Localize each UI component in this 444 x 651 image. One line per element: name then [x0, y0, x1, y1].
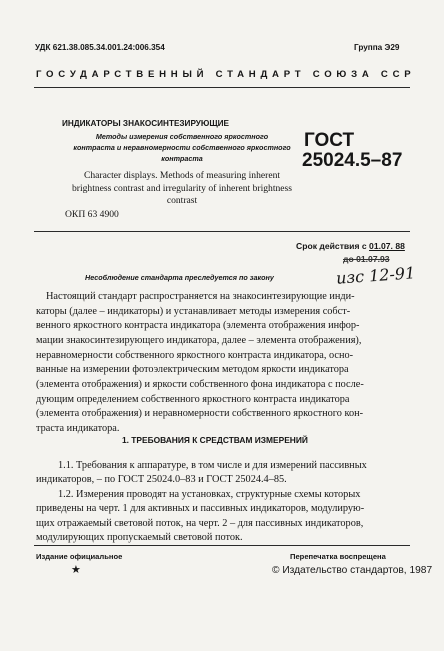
- group-code: Группа Э29: [354, 43, 400, 52]
- title-rule: [34, 231, 410, 232]
- clause-1-2: [36, 488, 408, 545]
- validity-date: 01.07. 88: [369, 241, 405, 251]
- title-en-line: Character displays. Methods of measuring inherent: [83, 170, 281, 181]
- clause-line: 1.1. Требования к аппаратуре, в том числе и для измерений пассивных: [58, 460, 367, 471]
- gost-label: ГОСТ: [304, 130, 355, 151]
- section-heading: 1. ТРЕБОВАНИЯ К СРЕДСТВАМ ИЗМЕРЕНИЙ: [122, 435, 308, 445]
- copyright: © Издательство стандартов, 1987: [272, 565, 433, 576]
- header-rule: [34, 87, 410, 88]
- intro-line: траста индикатора.: [36, 422, 120, 434]
- intro-line: неравномерности собственного яркостного контраста индикатора, осно-: [36, 349, 354, 361]
- okp-code: ОКП 63 4900: [65, 209, 119, 220]
- intro-line: (элемента отображения) и неравномерности собственного яркостного кон-: [36, 408, 364, 420]
- intro-line: венного яркостного контраста индикатора (элемента отображения инфор-: [36, 320, 360, 332]
- intro-line: каторы (далее – индикаторы) и устанавливает методы измерения собст-: [36, 305, 351, 317]
- gost-number: 25024.5–87: [302, 150, 403, 171]
- title-en-line: contrast: [166, 195, 198, 206]
- intro-paragraph: [36, 290, 408, 437]
- clause-line: приведены на черт. 1 для активных и пассивных индикаторов, модулирую-: [36, 503, 365, 515]
- reprint-prohibited: Перепечатка воспрещена: [290, 552, 386, 561]
- footer-rule: [34, 545, 410, 546]
- document-title-en: [62, 170, 302, 208]
- validity-end-struck: до 01.07.93: [343, 254, 390, 264]
- udk-code: УДК 621.38.085.34.001.24:006.354: [35, 43, 165, 52]
- document-subtitle: [62, 131, 302, 164]
- noncompliance-notice: Несоблюдение стандарта преследуется по закону: [85, 273, 274, 282]
- state-standard-banner: ГОСУДАРСТВЕННЫЙ СТАНДАРТ СОЮЗА ССР: [36, 69, 416, 80]
- intro-line: (элемента отображения) и яркости собственного фона индикатора с после-: [36, 378, 364, 390]
- intro-line: дующим определением собственного яркостного контраста индикатора: [36, 393, 350, 405]
- title-en-line: brightness contrast and irregularity of inherent brightness: [71, 182, 293, 194]
- clause-line: модулирующих пропускаемый световой поток.: [36, 531, 243, 543]
- official-edition: Издание официальное: [36, 552, 123, 561]
- intro-line: Настоящий стандарт распространяется на знакосинтезирующие инди-: [46, 291, 355, 302]
- subtitle-line: контраста: [161, 154, 203, 163]
- star-icon: ★: [71, 564, 81, 576]
- handwritten-note: изс 12-91: [335, 263, 416, 288]
- clause-line: индикаторов, – по ГОСТ 25024.0–83 и ГОСТ 25024.4–85.: [36, 474, 287, 486]
- document-title-ru: ИНДИКАТОРЫ ЗНАКОСИНТЕЗИРУЮЩИЕ: [62, 119, 230, 128]
- intro-line: мации знакосинтезирующего индикатора, далее – элемента отображения),: [36, 334, 362, 346]
- intro-line: ванные на измерении фотоэлектрическим методом яркости индикатора: [36, 364, 349, 376]
- subtitle-line: Методы измерения собственного яркостного: [95, 132, 269, 141]
- validity-start: [296, 241, 405, 251]
- clause-line: щих отражаемый световой поток, на черт. 2 – для пассивных индикаторов,: [36, 517, 364, 529]
- validity-prefix: Срок действия с: [296, 241, 367, 251]
- clause-1-1: [36, 459, 408, 488]
- clause-line: 1.2. Измерения проводят на установках, структурные схемы которых: [58, 489, 361, 500]
- subtitle-line: контраста и неравномерности собственного яркостного: [73, 143, 291, 152]
